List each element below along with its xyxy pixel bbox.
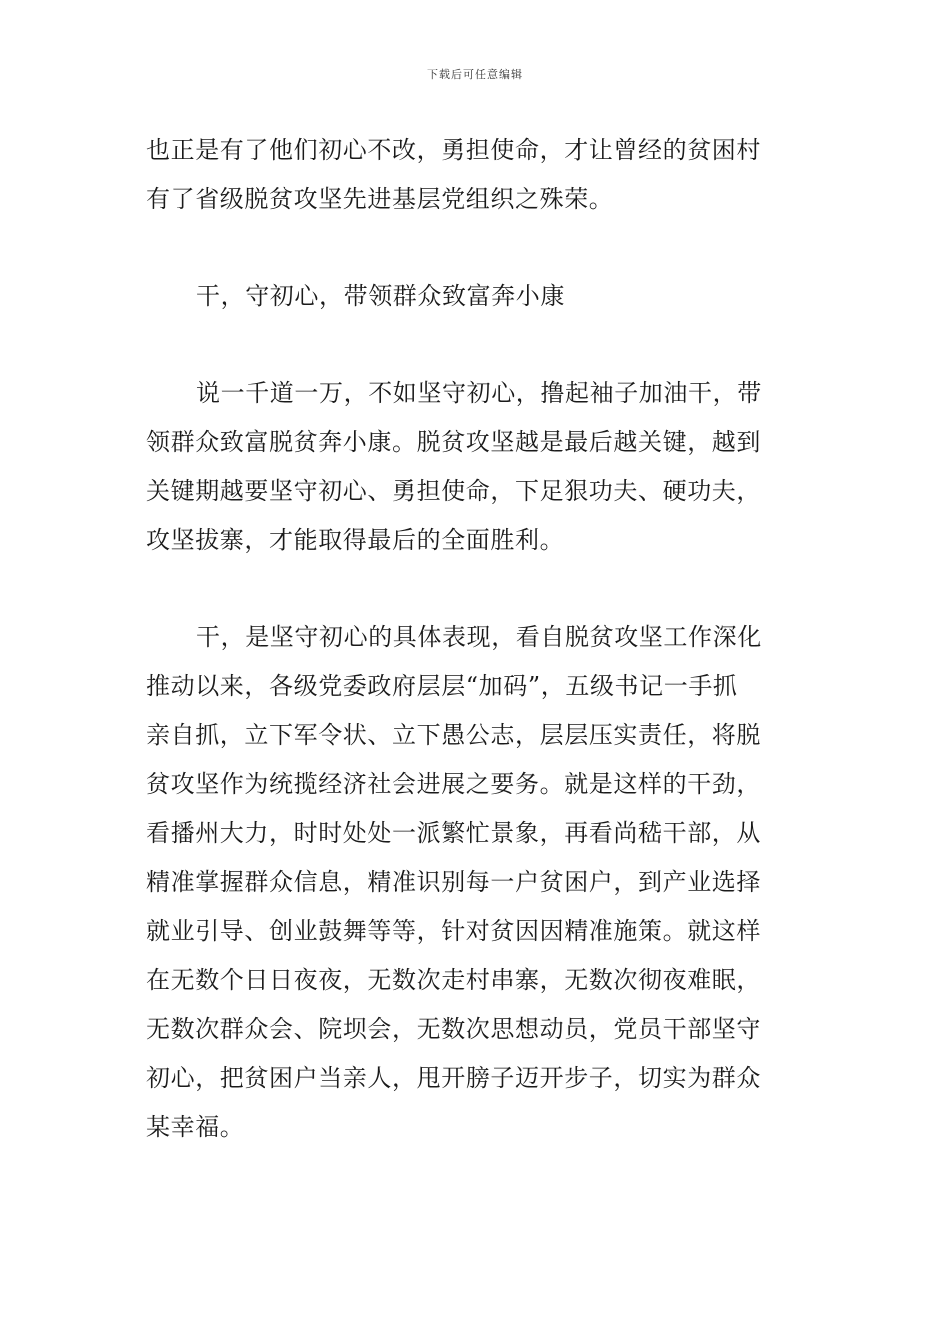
section-heading-text: 干，守初心，带领群众致富奔小康	[196, 282, 565, 310]
text-line: 某幸福。	[146, 1113, 245, 1141]
text-line: 在无数个日日夜夜，无数次走村串寨，无数次彻夜难眠，	[146, 966, 761, 994]
paragraph-continuation	[146, 126, 810, 224]
text-line: 无数次群众会、院坝会，无数次思想动员，党员干部坚守	[146, 1015, 761, 1043]
paragraph-intro	[146, 369, 810, 565]
paragraph-gap	[146, 321, 810, 369]
text-line: 有了省级脱贫攻坚先进基层党组织之殊荣。	[146, 185, 614, 213]
document-body	[146, 126, 810, 1152]
text-line: 说一千道一万，不如坚守初心，撸起袖子加油干，带	[196, 379, 762, 407]
text-line: 初心，把贫困户当亲人，甩开膀子迈开步子，切实为群众	[146, 1064, 761, 1092]
text-line: 关键期越要坚守初心、勇担使命，下足狠功夫、硬功夫，	[146, 477, 761, 505]
paragraph-gap	[146, 224, 810, 272]
text-line: 推动以来，各级党委政府层层“加码”，五级书记一手抓	[146, 672, 738, 700]
text-line: 攻坚拔寨，才能取得最后的全面胜利。	[146, 526, 565, 554]
paragraph-main	[146, 613, 810, 1152]
section-heading	[146, 272, 810, 321]
text-line: 就业引导、创业鼓舞等等，针对贫因因精准施策。就这样	[146, 917, 761, 945]
text-line: 也正是有了他们初心不改，勇担使命，才让曾经的贫困村	[146, 136, 761, 164]
text-line: 干，是坚守初心的具体表现，看自脱贫攻坚工作深化	[196, 623, 762, 651]
text-line: 领群众致富脱贫奔小康。脱贫攻坚越是最后越关键，越到	[146, 428, 761, 456]
text-line: 精准掌握群众信息，精准识别每一户贫困户，到产业选择	[146, 868, 761, 896]
text-line: 看播州大力，时时处处一派繁忙景象，再看尚嵇干部，从	[146, 819, 761, 847]
text-line: 贫攻坚作为统揽经济社会进展之要务。就是这样的干劲，	[146, 770, 761, 798]
text-line: 亲自抓，立下军令状、立下愚公志，层层压实责任，将脱	[146, 721, 761, 749]
paragraph-gap	[146, 565, 810, 613]
header-note: 下载后可任意编辑	[427, 68, 523, 81]
